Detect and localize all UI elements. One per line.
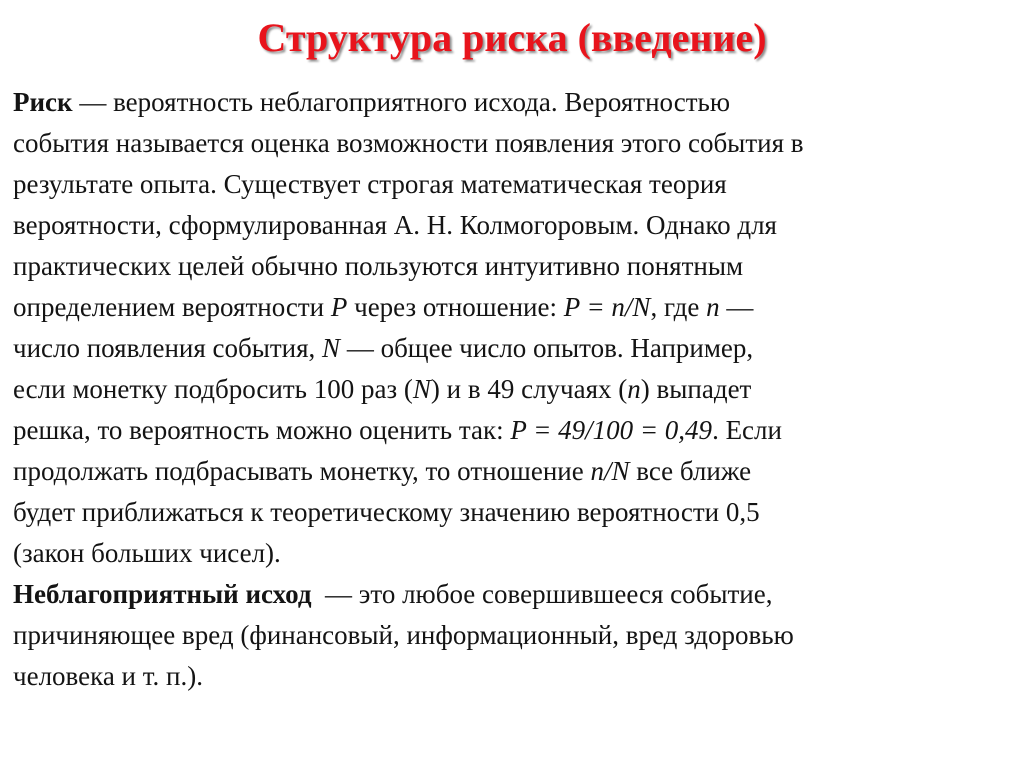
text-line [13,246,1013,287]
text-line [13,615,1013,656]
text-segment: продолжать подбрасывать монетку, то отношение [13,456,591,486]
text-line [13,410,1013,451]
text-segment: решка, то вероятность можно оценить так: [13,415,511,445]
text-segment: все ближе [629,456,752,486]
text-segment: причиняющее вред (финансовый, информационный, вред здоровью [13,620,794,650]
text-segment: вероятности, сформулированная А. Н. Колмогоровым. Однако для [13,210,777,240]
text-line [13,328,1013,369]
text-line [13,82,1013,123]
text-line [13,287,1013,328]
text-segment: определением вероятности [13,292,331,322]
text-segment: (закон больших чисел). [13,538,281,568]
text-segment: — вероятность неблагоприятного исхода. Вероятностью [72,87,730,117]
text-segment: , где [650,292,707,322]
text-segment: через отношение: [347,292,564,322]
text-segment: число появления события, [13,333,323,363]
text-segment: — [719,292,754,322]
term-bold: Неблагоприятный исход [13,579,312,609]
text-segment: — общее число опытов. Например, [340,333,754,363]
text-line [13,533,1013,574]
text-line [13,369,1013,410]
text-line [13,656,1013,697]
formula-italic: P [330,292,348,322]
formula-italic: N [412,374,431,404]
text-segment: будет приближаться к теоретическому значению вероятности 0,5 [13,497,760,527]
text-line [13,451,1013,492]
formula-italic: N [322,333,341,363]
formula-italic: n [627,374,641,404]
formula-italic: P = 49/100 = 0,49 [510,415,713,445]
text-segment: практических целей обычно пользуются интуитивно понятным [13,251,744,281]
term-bold: Риск [13,87,73,117]
text-segment: человека и т. п.). [13,661,203,691]
text-segment: результате опыта. Существует строгая математическая теория [13,169,727,199]
formula-italic: n [706,292,720,322]
text-line [13,574,1013,615]
text-segment: ) и в 49 случаях ( [430,374,628,404]
text-line [13,492,1013,533]
formula-italic: n/N [590,456,630,486]
text-segment: ) выпадет [640,374,752,404]
slide-title: Структура риска (введение) [257,15,767,60]
slide-body-text [13,82,1013,697]
text-segment: если монетку подбросить 100 раз ( [13,374,413,404]
text-line [13,205,1013,246]
text-line [13,123,1013,164]
text-segment: события называется оценка возможности появления этого события в [13,128,804,158]
text-segment: . Если [712,415,782,445]
formula-italic: P = n/N [563,292,651,322]
text-line [13,164,1013,205]
text-segment: — это любое совершившееся событие, [311,579,773,609]
